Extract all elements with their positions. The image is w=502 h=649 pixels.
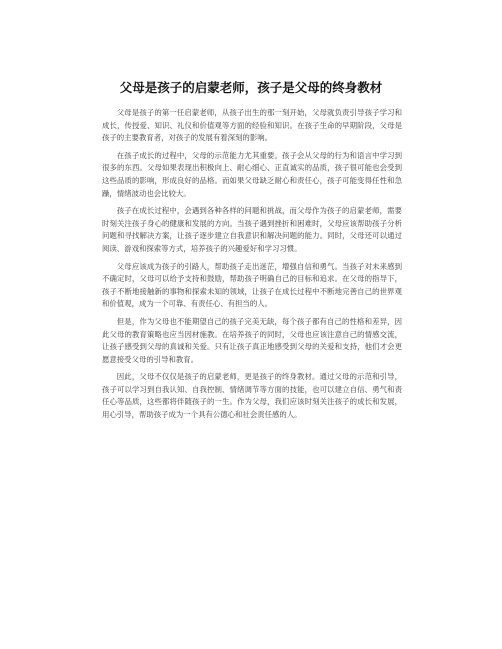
paragraph-3: 孩子在成长过程中，会遇到各种各样的问题和挑战，而父母作为孩子的启蒙老师，需要时刻关注孩子身心的健康和发展的方向。当孩子遇到挫折和困难时，父母应该帮助孩子分析问题和寻找解决方案，让孩子逐步建立自我意识和解决问题的能力。同时，父母还可以通过阅读、游戏和探索等方式，培养孩子的兴趣爱好和学习习惯。 (102, 206, 402, 253)
paragraph-2: 在孩子成长的过程中，父母的示范能力尤其重要。孩子会从父母的行为和语言中学习到很多的东西。父母如果表现出积极向上、耐心细心、正直诚实的品质，孩子很可能也会受到这些品质的影响，形成良好的品格。而如果父母缺乏耐心和责任心，孩子可能变得任性和急躁，情绪波动也会比较大。 (102, 150, 402, 198)
paragraph-6: 因此，父母不仅仅是孩子的启蒙老师，更是孩子的终身教材。通过父母的示范和引导，孩子可以学习到自我认知、自我控制、情绪调节等方面的技能，也可以建立自信、勇气和责任心等品质，这些都将伴随孩子的一生。作为父母，我们应该时刻关注孩子的成长和发展，用心引导，帮助孩子成为一个具有公德心和社会责任感的人。 (102, 372, 402, 420)
paragraph-5: 但是，作为父母也不能期望自己的孩子完美无缺，每个孩子都有自己的性格和差异，因此父母的教育策略也应当因材施教。在培养孩子的同时，父母也应该注意自己的情感交流，让孩子感受到父母的真诚和关爱。只有让孩子真正地感受到父母的关爱和支持，他们才会更愿意接受父母的引导和教育。 (102, 316, 402, 364)
article-body (102, 107, 402, 427)
paragraph-1: 父母是孩子的第一任启蒙老师，从孩子出生的那一刻开始，父母就负责引导孩子学习和成长，传授爱、知识、礼仪和价值观等方面的经验和知识。在孩子生命的早期阶段，父母是孩子的主要教育者，对孩子的发展有着深刻的影响。 (102, 108, 402, 143)
paragraph-4: 父母应该成为孩子的引路人，帮助孩子走出迷茫，增强自信和勇气。当孩子对未来感到不确定时，父母可以给予支持和鼓励，帮助孩子明确自己的目标和追求。在父母的指导下，孩子不断地接触新的事物和探索未知的领域，让孩子在成长过程中不断地完善自己的世界观和价值观，成为一个可靠、有责任心、有担当的人。 (102, 261, 402, 309)
page-title: 父母是孩子的启蒙老师，孩子是父母的终身教材 (119, 80, 383, 95)
